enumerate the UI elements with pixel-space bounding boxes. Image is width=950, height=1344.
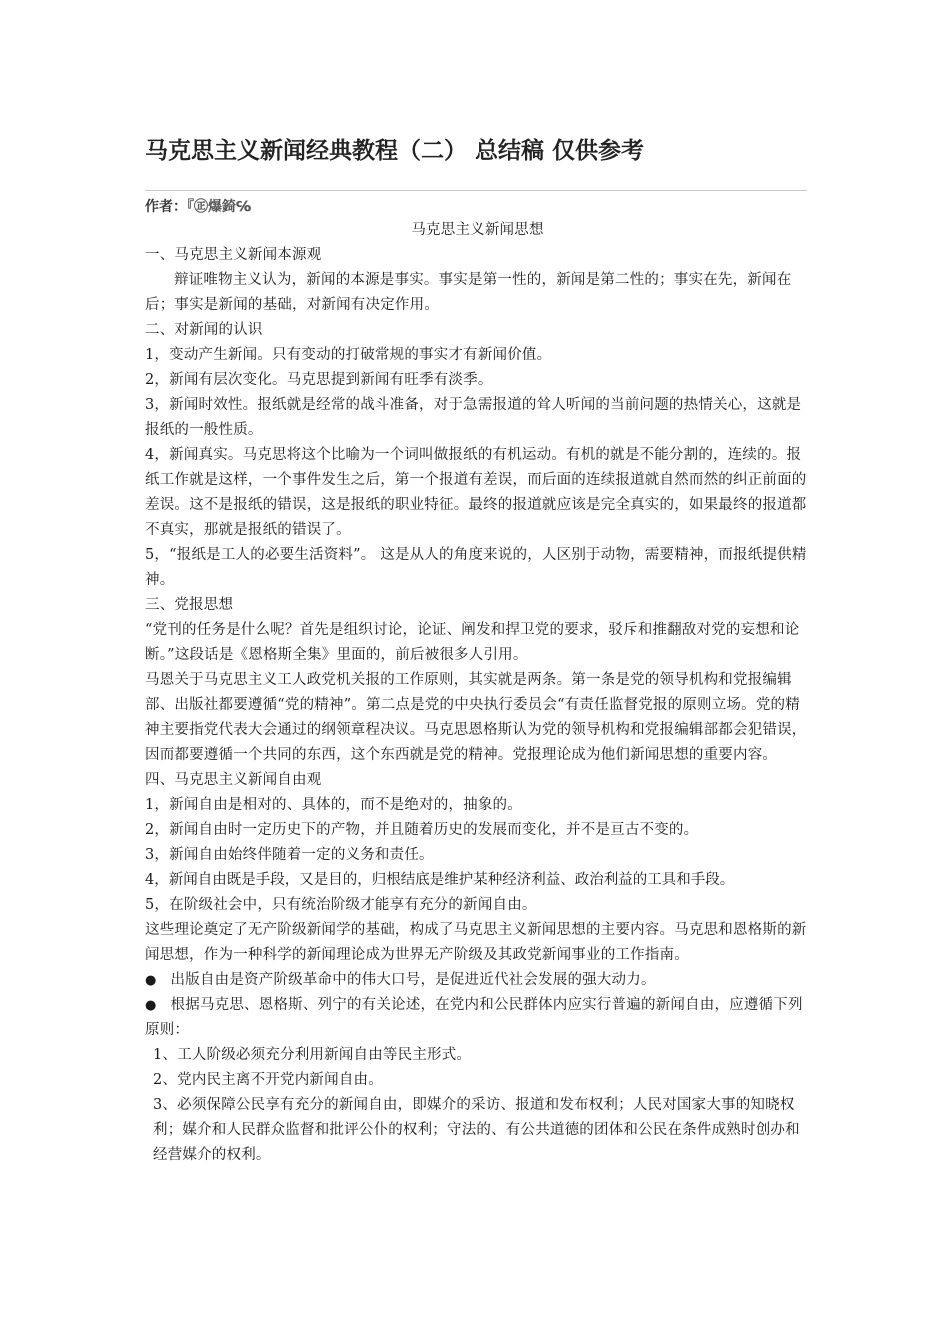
section-title: 一、马克思主义新闻本源观 xyxy=(145,247,322,263)
paragraph: “党刊的任务是什么呢？首先是组织讨论，论证、阐发和捍卫党的要求，驳斥和推翻敌对党的妄想和论断。”这段话是《恩格斯全集》里面的，前后被很多人引用。 xyxy=(145,622,800,663)
document-title: 马克思主义新闻经典教程（二） 总结稿 仅供参考 xyxy=(145,138,645,164)
list-item: 5，在阶级社会中，只有统治阶级才能享有充分的新闻自由。 xyxy=(145,897,537,913)
list-item: 1，新闻自由是相对的、具体的，而不是绝对的，抽象的。 xyxy=(145,797,522,813)
author-line xyxy=(145,197,251,217)
title-divider xyxy=(145,190,807,191)
list-item: 3，新闻自由始终伴随着一定的义务和责任。 xyxy=(145,847,434,863)
section-title: 四、马克思主义新闻自由观 xyxy=(145,772,322,788)
author-name: 『㊣爆錡℅ xyxy=(187,199,252,215)
list-item: 2、党内民主离不开党内新闻自由。 xyxy=(153,1072,383,1088)
section-heading: 马克思主义新闻思想 xyxy=(411,222,544,238)
bullet-item: ● 出版自由是资产阶级革命中的伟大口号，是促进近代社会发展的强大动力。 xyxy=(145,968,810,993)
document-body xyxy=(145,218,810,1168)
list-item: 5，“报纸是工人的必要生活资料”。 这是从人的角度来说的，人区别于动物，需要精神，而报纸提供精神。 xyxy=(145,547,807,588)
list-item: 3、必须保障公民享有充分的新闻自由，即媒介的采访、报道和发布权利；人民对国家大事的知晓权利；媒介和人民群众监督和批评公仆的权利；守法的、有公共道德的团体和公民在条件成熟时创办和经营媒介的权利。 xyxy=(153,1097,800,1163)
paragraph: 马恩关于马克思主义工人政党机关报的工作原则，其实就是两条。第一条是党的领导机构和党报编辑部、出版社都要遵循“党的精神”。第二点是党的中央执行委员会“有责任监督党报的原则立场。党的精神主要指党代表大会通过的纲领章程决议。马克思恩格斯认为党的领导机构和党报编辑部都会犯错误，因而都要遵循一个共同的东西，这个东西就是党的精神。党报理论成为他们新闻思想的重要内容。 xyxy=(145,672,807,763)
list-item: 2，新闻自由时一定历史下的产物，并且随着历史的发展而变化，并不是亘古不变的。 xyxy=(145,822,699,838)
paragraph: 这些理论奠定了无产阶级新闻学的基础，构成了马克思主义新闻思想的主要内容。马克思和恩格斯的新闻思想，作为一种科学的新闻理论成为世界无产阶级及其政党新闻事业的工作指南。 xyxy=(145,922,807,963)
section-title: 二、对新闻的认识 xyxy=(145,322,263,338)
list-item: 1，变动产生新闻。只有变动的打破常规的事实才有新闻价值。 xyxy=(145,347,552,363)
list-item: 4，新闻自由既是手段，又是目的，归根结底是维护某种经济利益、政治利益的工具和手段。 xyxy=(145,872,735,888)
bullet-item: ● 根据马克思、恩格斯、列宁的有关论述，在党内和公民群体内应实行普遍的新闻自由，应遵循下列原则： xyxy=(145,993,810,1043)
list-item: 3，新闻时效性。报纸就是经常的战斗准备，对于急需报道的耸人听闻的当前问题的热情关心，这就是报纸的一般性质。 xyxy=(145,397,802,438)
list-item: 1、工人阶级必须充分利用新闻自由等民主形式。 xyxy=(153,1047,472,1063)
list-item: 2，新闻有层次变化。马克思提到新闻有旺季有淡季。 xyxy=(145,372,493,388)
list-item: 4，新闻真实。马克思将这个比喻为一个词叫做报纸的有机运动。有机的就是不能分割的，连续的。报纸工作就是这样，一个事件发生之后，第一个报道有差误，而后面的连续报道就自然而然的纠正前面的差误。这不是报纸的错误，这是报纸的职业特征。最终的报道就应该是完全真实的，如果最终的报道都不真实，那就是报纸的错误了。 xyxy=(145,447,807,538)
section-title: 三、党报思想 xyxy=(145,597,234,613)
paragraph: 辩证唯物主义认为，新闻的本源是事实。事实是第一性的，新闻是第二性的；事实在先，新闻在后；事实是新闻的基础，对新闻有决定作用。 xyxy=(145,272,792,313)
author-label: 作者： xyxy=(145,199,187,215)
